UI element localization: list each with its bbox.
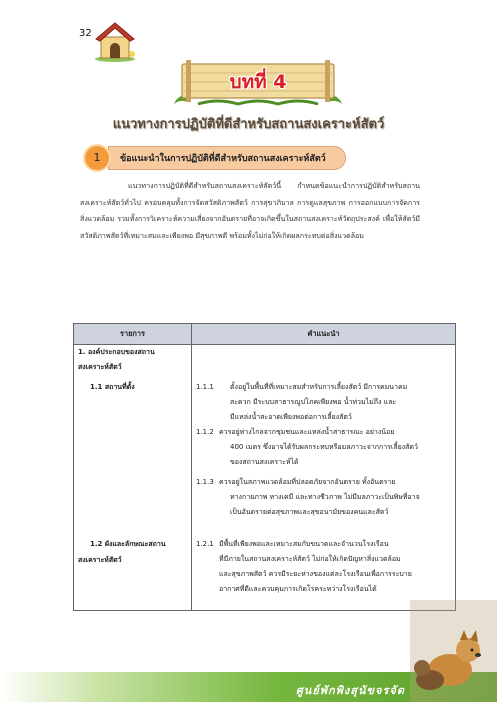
- item-line: สะดวก มีระบบสาธารณูปโภคเพียงพอ น้ำท่วมไม่ถึง และ: [230, 398, 397, 406]
- table-header-row: [74, 324, 456, 345]
- guidelines-table: [73, 323, 456, 611]
- doghouse-icon: [92, 20, 138, 62]
- section-title: ข้อแนะนำในการปฏิบัติที่ดีสำหรับสถานสงเคราะห์สัตว์: [120, 154, 326, 164]
- subsection-location: 1.1 สถานที่ตั้ง: [90, 383, 135, 391]
- column-header-recommendation: คำแนะนำ: [192, 324, 456, 345]
- item-line: 400 เมตร ซึ่งอาจได้รับผลกระทบหรือมลภาวะจากการเลี้ยงสัตว์: [230, 443, 418, 451]
- item-number: 1.1.1: [196, 383, 214, 391]
- item-line: และสุขภาพสัตว์ ควรมีระยะห่างของแต่ละโรงเรือนเพื่อการระบาย: [219, 570, 412, 578]
- item-line: ที่มีภายในสถานสงเคราะห์สัตว์ ไม่ก่อให้เกิดปัญหาสิ่งแวดล้อม: [219, 555, 401, 563]
- chapter-title: แนวทางการปฏิบัติที่ดีสำหรับสถานสงเคราะห์สัตว์: [112, 117, 385, 132]
- item-line: ทางกายภาพ ทางเคมี และทางชีวภาพ ไม่มีมลภาวะเป็นพิษที่อาจ: [230, 493, 420, 501]
- item-number: 1.1.2: [196, 428, 214, 436]
- item-number: 1.1.3: [196, 478, 214, 486]
- group-title-line-2: สงเคราะห์สัตว์: [78, 363, 122, 371]
- intro-text: แนวทางการปฏิบัติที่ดีสำหรับสถานสงเคราะห์สัตว์นี้ กำหนดข้อแนะนำการปฏิบัติสำหรับสถานสงเคราะห์สัตว์ทั่วไป ครอบคลุมทั้งการจัดสวัสดิภาพสัตว์ การสุขาภิบาล การดูแลสุขภาพ การออกแบบการจัดการสิ่งแวดล้อม รวมทั้งการวิเคราะห์ความเสี่ยงจากอันตรายที่อาจเกิดขึ้นในสถานสงเคราะห์วัตถุประสงค์ เพื่อให้สัตว์มีสวัสดิภาพสัตว์ที่เหมาะสมและเพียงพอ มีสุขภาพดี พร้อมทั้งไม่ก่อให้เกิดผลกระทบต่อสิ่งแวดล้อม: [80, 181, 420, 240]
- dogs-illustration: [410, 600, 497, 702]
- item-line: ของสถานสงเคราะห์ได้: [230, 458, 299, 466]
- item-line: มีพื้นที่เพียงพอและเหมาะสมกับขนาดและจำนวนโรงเรือน: [219, 540, 389, 548]
- item-line: ควรอยู่ในสภาพแวดล้อมที่ปลอดภัยจากอันตราย ทั้งอันตราย: [219, 478, 396, 486]
- item-number: 1.2.1: [196, 540, 214, 548]
- item-line: เป็นอันตรายต่อสุขภาพและสุขอนามัยของคนและสัตว์: [230, 508, 389, 516]
- item-cell: [74, 345, 192, 611]
- item-line: มีแหล่งน้ำสะอาดเพียงพอต่อการเลี้ยงสัตว์: [230, 413, 352, 421]
- item-line: อากาศที่ดีและควบคุมการเกิดโรคระหว่างโรงเรือนได้: [219, 585, 377, 593]
- recommendation-cell: [192, 345, 456, 611]
- section-number-badge: 1: [83, 144, 111, 172]
- column-header-item: รายการ: [74, 324, 192, 345]
- group-title-line-1: 1. องค์ประกอบของสถาน: [78, 348, 155, 356]
- footer-text: ศูนย์พักพิงสุนัขจรจัด: [295, 684, 405, 697]
- intro-paragraph: [80, 178, 420, 244]
- page-number: 32: [79, 28, 92, 39]
- chapter-label: บทที่ 4: [229, 71, 287, 93]
- item-line: ตั้งอยู่ในพื้นที่ที่เหมาะสมสำหรับการเลี้ยงสัตว์ มีการคมนาคม: [230, 383, 408, 391]
- subsection-layout-line-2: สงเคราะห์สัตว์: [78, 556, 122, 564]
- table-row: [74, 345, 456, 611]
- item-line: ควรอยู่ห่างไกลจากชุมชนและแหล่งน้ำสาธารณะ อย่างน้อย: [219, 428, 395, 436]
- subsection-layout-line-1: 1.2 ผังและลักษณะสถาน: [90, 540, 166, 548]
